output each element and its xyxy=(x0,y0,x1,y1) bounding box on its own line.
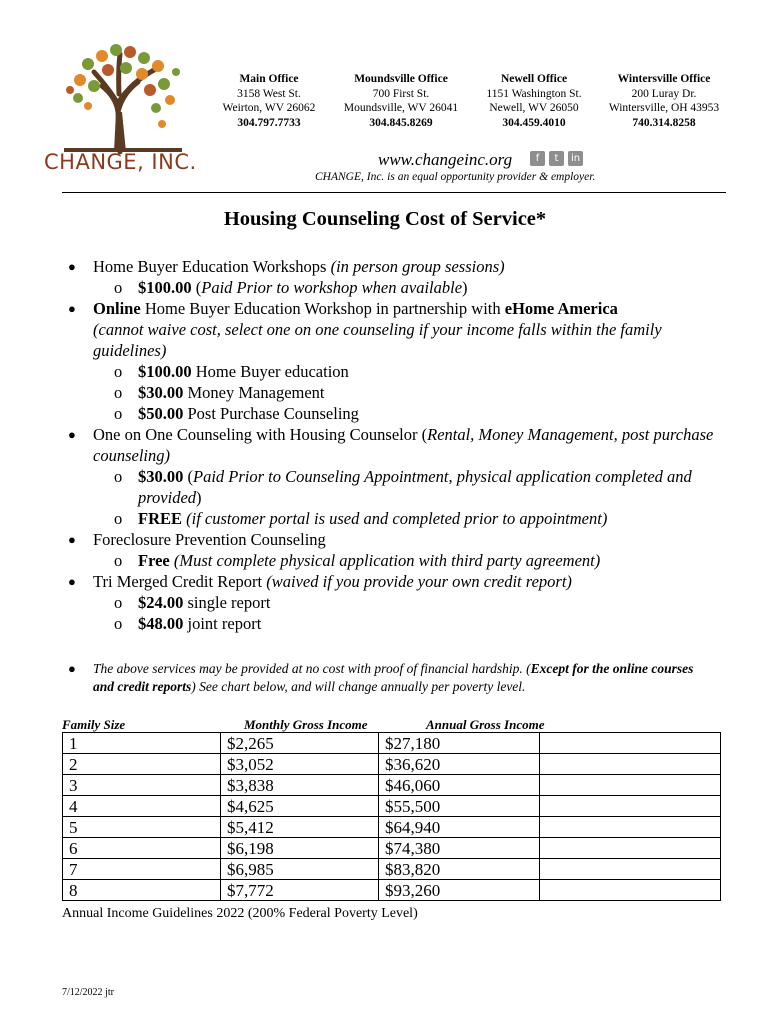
hardship-note: ● The above services may be provided at no cost with proof of financial hardship. (Except for the online courses and credit reports) See chart below, and will change annually per poverty level. xyxy=(68,661,694,694)
header-divider xyxy=(62,192,726,193)
bullet: o xyxy=(114,593,123,612)
office-address-line: 3158 West St. xyxy=(237,87,301,100)
table-row: 4 $4,625 $55,500 xyxy=(63,796,721,817)
sub-list-item: o $48.00 joint report xyxy=(114,614,262,633)
sub-list-item: o $100.00 (Paid Prior to workshop when available) xyxy=(114,278,468,297)
social-icons xyxy=(530,151,583,166)
office-address-line: 700 First St. xyxy=(372,87,430,100)
office-address-line: 1151 Washington St. xyxy=(486,87,582,100)
office-address-line: Weirton, WV 26062 xyxy=(222,102,316,114)
table-row: 1 $2,265 $27,180 xyxy=(63,733,721,754)
bullet: o xyxy=(114,278,123,297)
bullet: o xyxy=(114,614,123,633)
bullet: ● xyxy=(68,532,76,547)
office-address-line: Newell, WV 26050 xyxy=(489,102,579,114)
table-row: 8 $7,772 $93,260 xyxy=(63,880,721,901)
page-title: Housing Counseling Cost of Service* xyxy=(223,208,547,230)
list-item: ● One on One Counseling with Housing Counselor (Rental, Money Management, post purchase counseling) xyxy=(68,425,714,465)
sub-list-item: o FREE (if customer portal is used and completed prior to appointment) xyxy=(114,509,608,528)
bullet: o xyxy=(114,467,123,486)
office-title: Moundsville Office xyxy=(354,73,448,85)
bullet: o xyxy=(114,509,123,528)
equal-opportunity-statement: CHANGE, Inc. is an equal opportunity provider & employer. xyxy=(315,171,596,183)
column-header-annual-income: Annual Gross Income xyxy=(426,717,545,732)
office-phone: 740.314.8258 xyxy=(632,116,696,129)
office-address-line: Moundsville, WV 26041 xyxy=(343,102,459,114)
list-item: ● Home Buyer Education Workshops (in person group sessions) xyxy=(68,257,505,276)
bullet: ● xyxy=(68,259,76,274)
sub-list-item: o $30.00 Money Management xyxy=(114,383,325,402)
tree-icon xyxy=(58,42,188,154)
table-row: 7 $6,985 $83,820 xyxy=(63,859,721,880)
footer-date: 7/12/2022 jtr xyxy=(62,987,114,998)
facebook-icon[interactable]: f xyxy=(530,151,545,166)
sub-list-item: o $30.00 (Paid Prior to Counseling Appointment, physical application completed and provided) xyxy=(114,467,692,507)
sub-list-item: o Free (Must complete physical application with third party agreement) xyxy=(114,551,601,570)
column-header-family-size: Family Size xyxy=(62,717,126,732)
income-guidelines-table xyxy=(62,732,721,901)
table-row: 5 $5,412 $64,940 xyxy=(63,817,721,838)
list-item: ● Foreclosure Prevention Counseling xyxy=(68,530,326,549)
table-row: 3 $3,838 $46,060 xyxy=(63,775,721,796)
table-caption: Annual Income Guidelines 2022 (200% Federal Poverty Level) xyxy=(62,906,418,921)
bullet: ● xyxy=(68,661,76,676)
bullet: o xyxy=(114,383,123,402)
office-moundsville xyxy=(336,72,466,130)
change-inc-logo xyxy=(40,42,210,182)
logo-wordmark: CHANGE, INC. xyxy=(44,150,197,174)
office-title: Wintersville Office xyxy=(617,73,711,85)
website-link[interactable]: www.changeinc.org xyxy=(378,150,513,169)
office-wintersville xyxy=(600,72,728,130)
column-header-monthly-income: Monthly Gross Income xyxy=(244,717,368,732)
twitter-icon[interactable]: t xyxy=(549,151,564,166)
table-row: 2 $3,052 $36,620 xyxy=(63,754,721,775)
services-list xyxy=(68,256,718,634)
office-address-line: 200 Luray Dr. xyxy=(631,87,697,100)
list-item: ● Online Home Buyer Education Workshop in partnership with eHome America (cannot waive cost, select one on one counseling if your income falls within the family guidelines) xyxy=(68,299,662,360)
office-title: Newell Office xyxy=(500,73,568,85)
bullet: ● xyxy=(68,427,76,442)
bullet: o xyxy=(114,404,123,423)
linkedin-icon[interactable]: in xyxy=(568,151,583,166)
office-main xyxy=(210,72,328,130)
bullet: ● xyxy=(68,301,76,316)
bullet: o xyxy=(114,362,123,381)
office-address-line: Wintersville, OH 43953 xyxy=(608,102,720,114)
sub-list-item: o $50.00 Post Purchase Counseling xyxy=(114,404,359,423)
office-phone: 304.459.4010 xyxy=(502,116,566,129)
bullet: ● xyxy=(68,574,76,589)
office-title: Main Office xyxy=(239,73,299,85)
office-phone: 304.845.8269 xyxy=(369,116,433,129)
office-newell xyxy=(476,72,592,130)
sub-list-item: o $100.00 Home Buyer education xyxy=(114,362,349,381)
table-row: 6 $6,198 $74,380 xyxy=(63,838,721,859)
list-item: ● Tri Merged Credit Report (waived if you provide your own credit report) xyxy=(68,572,572,591)
sub-list-item: o $24.00 single report xyxy=(114,593,271,612)
office-phone: 304.797.7733 xyxy=(237,116,301,129)
bullet: o xyxy=(114,551,123,570)
